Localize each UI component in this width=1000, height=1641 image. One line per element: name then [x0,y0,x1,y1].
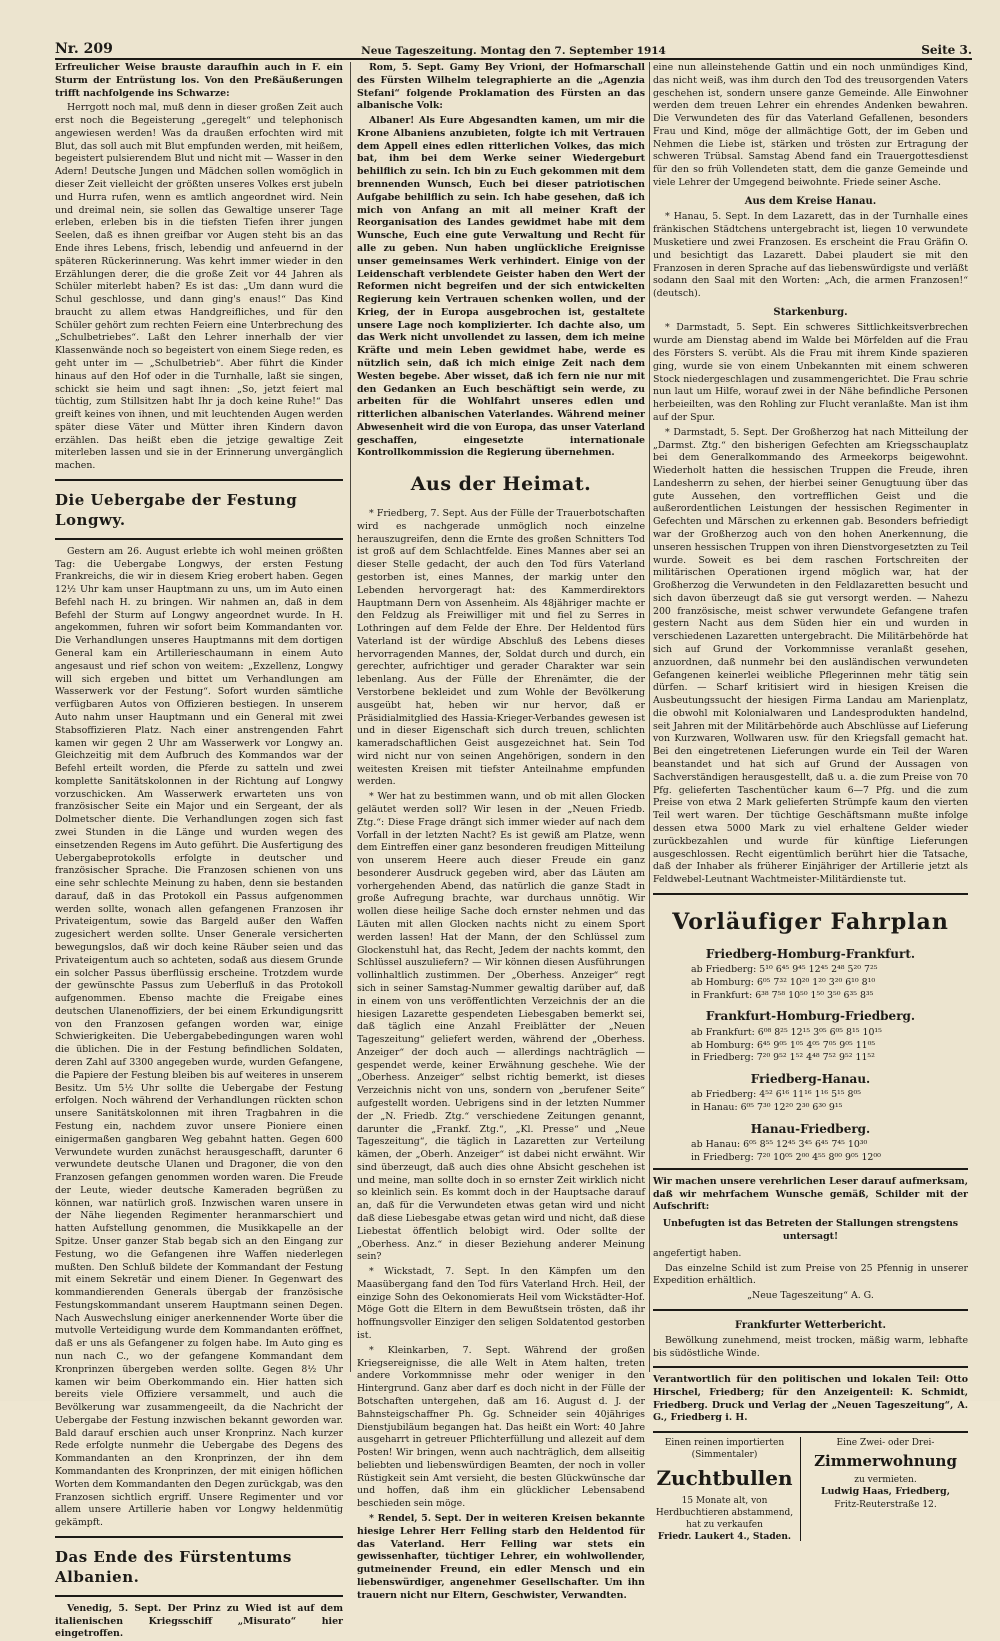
column-rule [350,62,351,1372]
sign-text: Unbefugten ist das Betreten der Stallungen strengstens untersagt! [662,1218,959,1242]
route-title: Frankfurt-Homburg-Friedberg. [705,1009,916,1024]
notice-paragraph: Das einzelne Schild ist zum Preise von 25 Pfennig in unserer Expedition erhältlich. [653,1262,968,1287]
article-paragraph: * Rendel, 5. Sept. Der in weiteren Kreisen bekannte hiesige Lehrer Herr Felling starb den Heldentod für das Vaterland. Herr Felling war stets ein gewissenhafter, tüchtiger Lehrer, ein wohlwollender, gutmeinender Freund, ein edler Mensch und ein liebenswürdiger, angenehmer Gesellschafter. Um ihn trauern nicht nur Eltern, Geschwister, Verwandten. [357,1512,645,1601]
imprint: Verantwortlich für den politischen und lokalen Teil: Otto Hirschel, Friedberg; für den Anzeigenteil: K. Schmidt, Friedberg. Druck und Verlag der „Neuen Tageszeitung“, A. G., Friedberg i. H. [653,1374,968,1424]
column-2 [357,62,645,1601]
section-heading: Frankfurter Wetterbericht. [735,1319,886,1331]
headline-box [55,1536,343,1597]
article-paragraph: * Darmstadt, 5. Sept. Der Großherzog hat nach Mitteilung der „Darmst. Ztg.“ den bisherigen Gefechten am Kriegsschauplatz bei dem Generalkommando des Armeekorps beigewohnt. Wiederholt hatten die hessischen Truppen die Freude, ihren Landesherrn zu sehen, der hierbei seiner Genugtuung über das gute Aussehen, den vortrefflichen Geist und die außerordentlichen Leistungen der hessischen Regimenter in Gefechten und Märschen zu erkennen gab. Besonders befriedigt war der Großherzog auch von den hohen Anerkennung, die unseren hessischen Truppen von ihren Dienstvorgesetzten zu Teil wurde. Soweit es bei dem raschen Fortschreiten der militärischen Operationen irgend möglich war, hat der Großherzog die Verwundeten in den Feldlazaretten besucht und sich davon überzeugt daß sie gut versorgt werden. — Nahezu 200 französische, meist schwer verwundete Gefangene trafen gestern Nacht aus dem Süden hier ein und wurden in verschiedenen Lazaretten untergebracht. Die Militärbehörde hat sich auf Grund der Vorkommnisse veranlaßt gesehen, anzuordnen, daß nunmehr bei den ausländischen verwundeten Gefangenen keinerlei weibliche Pflegerinnen mehr tätig sein dürfen. — Scharf kritisiert wird in hiesigen Kreisen die Ausbeutungssucht der hiesigen Firma Landau am Marienplatz, die obwohl mit Kolonialwaren und Landesprodukten handelnd, seit Jahren mit der Militärbehörde auch Abschlüsse auf Lieferung von Kurzwaren, Wollwaren usw. für den Kriegsfall gemacht hat. Bei den eingetretenen Lieferungen wurde ein Teil der Waren beanstandet und hat sich auf Grund der Aussagen von Sachverständigen herausgestellt, daß u. a. die zum Preise von 70 Pfg. gelieferten Taschentücher kaum 6—7 Pfg. und die zum Preise von etwa 2 Mark gelieferten Strümpfe kaum den vierten Teil wert waren. Der tüchtige Geschäftsmann mußte infolge dessen etwa 5000 Mark zu viel erhaltene Gelder wieder zurückbezahlen und wurde für künftige Lieferungen ausgeschlossen. Recht eigentümlich berührt hier die Tatsache, daß der Inhaber als früherer Einjähriger der Artillerie jetzt als Feldwebel-Leutnant Wachtmeister-Militärdienste tut. [653,426,968,886]
timetable [653,893,968,1170]
column-1 [55,62,343,1640]
article-paragraph: * Kleinkarben, 7. Sept. Während der großen Kriegsereignisse, die alle Welt in Atem halten, treten andere Vorkommnisse mehr oder weniger in den Hintergrund. Ganz aber darf es doch nicht in der Fülle der Botschaften untergehen, daß am 16. August d. J. der Bahnsteigschaffner Ph. Gg. Schneider sein 40jähriges Dienstjubiläum begangen hat. Das heißt ein Wort: 40 Jahre ausgeharrt in getreuer Pflichterfüllung und allezeit auf dem Posten! Wir bringen, wenn auch nachträglich, dem allseitig beliebten und liebenswürdigen Beamten, der noch in voller Rüstigkeit sein Amt versieht, die besten Glückwünsche dar und hoffen, daß ihm ein glücklicher Lebensabend beschieden sein möge. [357,1344,645,1510]
ad-headline: Zuchtbullen [656,1465,793,1490]
headline-box [55,479,343,540]
timetable-line: ab Friedberg: 5¹⁰ 6⁴⁵ 9⁴⁵ 12⁴⁵ 2⁴⁸ 5²⁰ 7²⁵ [691,964,878,976]
ad-contact: Ludwig Haas, Friedberg, [820,1485,951,1497]
headline: Das Ende des Fürstentums Albanien. [55,1547,292,1587]
column-3 [653,62,968,1543]
timetable-line: in Frankfurt: 6³⁸ 7⁵⁸ 10⁵⁰ 1⁵⁰ 3⁵⁰ 6³⁵ 8³⁵ [691,989,874,1001]
article-paragraph: * Wer hat zu bestimmen wann, und ob mit allen Glocken geläutet werden soll? Wir lesen in der „Neuen Friedb. Ztg.“: Diese Frage drängt sich immer wieder auf nach dem Vorfall in der letzten Nacht? Es ist gewiß am Platze, wenn dem Eintreffen einer ganz besonderen freudigen Mitteilung von unserem Heere auch dieser Freude ein ganz besonderer Ausdruck gegeben wird, aber das Läuten am vorhergehenden Abend, das natürlich die ganze Stadt in große Aufregung brachte, war durchaus unnötig. Wir wollen diese heilige Sache doch ernster nehmen und das Läuten mit allen Glocken nachts nicht zu einem Sport werden lassen! Hat der Mann, der den Schlüssel zum Glockenstuhl hat, das Recht, Jedem der nachts kommt, den Schlüssel auszuliefern? — Wir können diesen Ausführungen vollinhaltlich zustimmen. Der „Oberhess. Anzeiger“ regt sich in seiner Samstag-Nummer gewaltig darüber auf, daß in einem von uns veröffentlichten Verzeichnis der an die hiesigen Lazarette gespendeten Liebesgaben bemerkt sei, daß täglich eine Anzahl Freiblätter der „Neuen Tageszeitung“ geliefert werden, während der „Oberhess. Anzeiger“ der doch auch — allerdings nachträglich — gespendet werde, keiner Erwähnung geschehe. Wie der „Oberhess. Anzeiger“ selbst richtig bemerkt, ist dieses Verzeichnis nicht von uns, sondern von „berufener Seite“ aufgestellt worden. Uebrigens sind in der letzten Nummer der „N. Friedb. Ztg.“ verschiedene Zeitungen genannt, darunter die „Frankf. Ztg.“, „Kl. Presse“ und „Neue Tageszeitung“, die täglich in Lazaretten zur Verteilung kämen, der „Oberh. Anzeiger“ ist dabei nicht erwähnt. Wir sind überzeugt, daß auch dies ohne Absicht geschehen ist und meine, man sollte doch in so ernster Zeit wirklich nicht so kleinlich sein. Es kommt doch in der Hauptsache darauf an, daß für die Verwundeten etwas getan wird und nicht daß diese Liebesgabe etwas getan wird und nicht, daß diese Liebestat öffentlich belobigt wird. Oder sollte der „Oberhess. Anz.“ in dieser Beziehung anderer Meinung sein? [357,791,645,1263]
timetable-line: ab Homburg: 6⁰⁵ 7³² 10²⁰ 1²⁰ 3²⁰ 6¹⁰ 8¹⁰ [691,976,876,988]
section-heading: Starkenburg. [773,306,848,318]
page-number: Seite 3. [921,43,972,57]
notice-paragraph: Wir machen unsere verehrlichen Leser darauf aufmerksam, daß wir mehrfachem Wunsche gemäß, Schilder mit der Aufschrift: [653,1175,968,1213]
article-paragraph: * Hanau, 5. Sept. In dem Lazarett, das in der Turnhalle eines fränkischen Städtchens untergebracht ist, liegen 10 verwundete Musketiere und zwei Franzosen. Es erscheint die Frau Gräfin O. und besichtigt das Lazarett. Dabei plaudert sie mit den Franzosen in deren Sprache auf das liebenswürdigste und verläßt sodann den Saal mit den Worten: „Ach, die armen Franzosen!“ (deutsch). [653,211,968,300]
ad-text: Eine Zwei- oder Drei- [836,1438,935,1449]
section-heading: Aus der Heimat. [410,473,592,496]
timetable-line: ab Hanau: 6⁰⁵ 8⁵⁵ 12⁴⁵ 3⁴⁵ 6⁴⁵ 7⁴⁵ 10³⁰ [691,1139,868,1151]
article-paragraph: Herrgott noch mal, muß denn in dieser großen Zeit auch erst noch die Begeisterung „geregelt“ und telephonisch angewiesen werden! Was da draußen erfochten wird mit Blut, das soll auch mit Blut empfunden werden, mit heißem, begeistert pulsierendem Blut und nicht mit — Wasser in den Adern! Deutsche Jungen und Mädchen sollen womöglich in dieser Zeit vielleicht der größten unseres Volkes erst jubeln und Hurra rufen, wenn es amtlich angeordnet wird. Nein und dreimal nein, sie sollen das Gewaltige unserer Tage erleben, erleben bis in die tiefsten Tiefen ihrer jungen Seelen, daß es ihnen greifbar vor Augen steht bis an das Ende ihres Lebens, frisch, lebendig und anfeuernd in der späteren Rückerinnerung. Was kehrt immer wieder in den Erzählungen derer, die die große Zeit vor 44 Jahren als Schüler miterlebt haben? Es ist das: „Um dann wurd die Schul geschlosse, und dann ging's enaus!“ Das Kind braucht zu allem etwas Handgreifliches, und für den Schüler gehört zum rechten Feiern eine Unterbrechung des „Schulbetriebes“. Laßt den Lehrer innerhalb der vier Klassenwände noch so begeistert von einem Siege reden, es geht unter im — „Schulbetrieb“. Aber führt die Kinder hinaus auf den Hof oder in die Turnhalle, laßt sie singen, schickt sie heim und sagt ihnen: „So, jetzt feiert mal tüchtig, zum Stillsitzen habt Ihr ja doch keine Ruhe!“ Das greift keines von ihnen, und mit leuchtenden Augen werden später diese Väter und Mütter ihren Kindern davon erzählen. Das heißt eben die jetzige gewaltige Zeit miterleben lassen und sie in der Erinnerung unvergänglich machen. [55,102,343,472]
article-paragraph: Gestern am 26. August erlebte ich wohl meinen größten Tag: die Uebergabe Longwys, der ersten Festung Frankreichs, die wir in diesem Krieg erobert haben. Gegen 12½ Uhr kam unser Hauptmann zu uns, um im Auto einen Befehl nach H. zu bringen. Wir nahmen an, daß in dem Befehl der Sturm auf Longwy angeordnet wurde. In H. angekommen, fuhren wir sofort beim Kommandanten vor. Die Verhandlungen unseres Hauptmanns mit dem dortigen General kam ein Artillerieschaumann in einem Auto angesaust und rief schon von weitem: „Exzellenz, Longwy will sich ergeben und bittet um Verhandlungen am Wasserwerk vor der Festung“. Sofort wurden sämtliche verfügbaren Autos von Offizieren bestiegen. In unserem Auto nahm unser Hauptmann und ein General mit zwei Stabsoffizieren Platz. Nach einer anstrengenden Fahrt kamen wir gegen 2 Uhr am Wasserwerk vor Longwy an. Gleichzeitig mit dem Aufbruch des Kommandos war der Befehl erteilt worden, die Pferde zu satteln und zwei komplette Sanitätskolonnen in der Richtung auf Longwy vorzuschicken. Am Wasserwerk erwarteten uns von französischer Seite ein Major und ein Sergeant, der als Dolmetscher diente. Die Verhandlungen zogen sich fast zwei Stunden in die Länge und wurden wegen des einsetzenden Regens im Auto geführt. Die Ausfertigung des Uebergabeprotokolls erfolgte in deutscher und französischer Sprache. Die Franzosen schienen von uns eine sehr schlechte Meinung zu haben, denn sie bestanden darauf, daß in das Protokoll ein Passus aufgenommen werden sollte, wonach allen gefangenen Franzosen ihr Privateigentum, sowie das Bargeld außer den Waffen zugesichert werden sollte. Unser Generale versicherten bewegungslos, daß wir doch keine Räuber seien und das Privateigentum auch so achteten, sodaß aus diesem Grunde ein solcher Passus überflüssig erscheine. Trotzdem wurde der gewünschte Passus zum Ueberfluß in das Protokoll aufgenommen. Ebenso machte die Freigabe eines deutschen Ulanenoffiziers, der bei einem Erkundigungsritt von den Franzosen gefangen worden war, einige Schwierigkeiten. Die Uebergabebedingungen waren wohl die üblichen. Die in der Festung befindlichen Soldaten, deren Zahl auf 3300 angegeben wurde, wurden Gefangene, die Papiere der Festung bleiben bis auf weiteres in unserem Besitz. Um 5½ Uhr sollte die Uebergabe der Festung erfolgen. Noch während der Verhandlungen rückten schon unsere Sanitätskolonnen mit ihren Tragbahren in die Festung ein, nachdem zuvor unsere Pioniere einen einigermaßen gangbaren Weg gebahnt hatten. Gegen 600 Verwundete wurden zunächst herausgeschafft, darunter 6 verwundete deutsche Ulanen und Dragoner, die von den Franzosen gefangen genommen worden waren. Die Freude der Leute, wieder deutsche Kameraden begrüßen zu können, war natürlich groß. Inzwischen waren unsere in der Nähe liegenden Regimenter heranmarschiert und hatten Aufstellung genommen, die Musikkapelle an der Spitze. Unser ganzer Stab begab sich an den Eingang zur Festung, wo die Gefangenen ihre Waffen niederlegen mußten. Den Schluß bildete der Kommandant der Festung mit einem Sekretär und einem Diener. In Gegenwart des kommandierenden Generals übergab der französische Festungskommandant unserem Hauptmann seinen Degen. Nach Auswechslung einiger anerkennender Worte über die mutvolle Verteidigung wurde dem Kommandanten eröffnet, daß er uns als Gefangener zu folgen habe. Im Auto ging es nun nach C., wo der gefangene Kommandant dem Kronprinzen übergeben werden sollte. Gegen 8½ Uhr kamen wir beim Oberkommando ein. Hier hatten sich bereits viele Offiziere versammelt, und auch die Bevölkerung war zusammengeeilt, da die Nachricht der Uebergabe der Festung inzwischen bekannt geworden war. Bald darauf erschien auch unser Kronprinz. Nach kurzer Rede erfolgte nunmehr die Uebergabe des Degens des Kommandanten an den Kronprinzen, der ihn dem Kommandanten des Kronprinzen, der mit einigen höflichen Worten dem Kommandanten den Degen zurückgab, was den Franzosen sichtlich ergriff. Unsere Regimenter und vor allem unsere Artillerie haben vor Longwy heldenmütig gekämpft. [55,545,343,1529]
issue-number: Nr. 209 [55,41,113,57]
page-header [55,28,972,60]
article-paragraph: Albaner! Als Eure Abgesandten kamen, um mir die Krone Albaniens anzubieten, folgte ich mit Vertrauen dem Appell eines edlen ritterlichen Volkes, das mich bat, ihm bei dem Werke seiner Wiedergeburt behilflich zu sein. Ich bin zu Euch gekommen mit dem brennenden Wunsch, Euch bei dieser patriotischen Aufgabe behilflich zu sein. Ich habe gesehen, daß ich mich von Anfang an mit all meiner Kraft der Reorganisation des Landes gewidmet habe mit dem Wunsche, Euch eine gute Verwaltung und Recht für alle zu geben. Nun haben unglückliche Ereignisse unser gemeinsames Werk verhindert. Einige von der Leidenschaft verblendete Geister haben den Wert der Reformen nicht begreifen und der sich entwickelten Regierung kein Vertrauen schenken wollen, und der Krieg, der in Europa ausgebrochen ist, gestaltete unsere Lage noch komplizierter. Ich dachte also, um das Werk nicht unvollendet zu lassen, dem ich meine Kräfte und mein Leben gewidmet habe, werde es nützlich sein, daß ich mich einige Zeit nach dem Westen begebe. Aber wisset, daß ich fern nie nur mit den Gedanken an Euch beschäftigt sein werde, zu arbeiten für die Wohlfahrt unseres edlen und ritterlichen albanischen Vaterlandes. Während meiner Abwesenheit wird die von Europa, das unser Vaterland geschaffen, eingesetzte internationale Kontrollkommission die Regierung übernehmen. [357,115,645,459]
ad-text: zu vermieten. [854,1474,917,1485]
ad-contact: Friedr. Laukert 4., Staden. [657,1532,792,1543]
route-title: Friedberg-Homburg-Frankfurt. [705,946,916,961]
ad-headline: Zimmerwohnung [814,1452,957,1471]
headline: Die Uebergabe der Festung Longwy. [55,491,298,530]
article-paragraph: Rom, 5. Sept. Gamy Bey Vrioni, der Hofmarschall des Fürsten Wilhelm telegraphierte an die „Agenzia Stefani“ folgende Proklamation des Fürsten an das albanische Volk: [357,62,645,112]
ad-bull [653,1437,801,1541]
timetable-line: ab Friedberg: 4⁵² 6¹⁶ 11¹⁶ 1¹⁶ 5¹⁵ 8⁰⁵ [691,1089,862,1101]
ad-text: Einen reinen importierten (Simmentaler) [664,1438,785,1461]
weather-box [653,1309,968,1368]
timetable-line: in Friedberg: 7²⁰ 10⁰⁵ 2⁰⁰ 4⁵⁵ 8⁰⁰ 9⁰⁵ 12⁰⁰ [691,1152,881,1164]
timetable-line: ab Homburg: 6⁴⁵ 9⁰⁵ 1⁰⁵ 4⁰⁵ 7⁰⁵ 9⁰⁵ 11⁰⁵ [691,1039,876,1051]
notice-signature: „Neue Tageszeitung“ A. G. [747,1290,874,1302]
timetable-line: in Friedberg: 7²⁰ 9⁵² 1⁵² 4⁴⁸ 7⁵² 9⁵² 11⁵² [691,1052,875,1064]
article-paragraph: * Wickstadt, 7. Sept. In den Kämpfen um den Maasübergang fand den Tod fürs Vaterland Hrch. Heil, der einzige Sohn des Oekonomierats Heil vom Wickstädter-Hof. Möge Gott die Eltern in dem Bewußtsein trösten, daß ihr hoffnungsvoller Einziger den seligen Soldatentod gestorben ist. [357,1266,645,1342]
ad-address: Fritz-Reuterstraße 12. [834,1499,937,1510]
section-heading: Aus dem Kreise Hanau. [744,195,877,207]
article-paragraph: * Darmstadt, 5. Sept. Ein schweres Sittlichkeitsverbrechen wurde am Dienstag abend im Walde bei Mörfelden auf die Frau des Försters S. verübt. Als die Frau mit ihrem Kinde spazieren ging, wurde sie von einem Unbekannten mit einem schweren Stock niedergeschlagen und zusammengerichtet. Die Frau schrie nun laut um Hilfe, worauf zwei in der Nähe befindliche Personen herbeieilten, was den Rohling zur Flucht veranlaßte. Man ist ihm auf der Spur. [653,322,968,423]
masthead-line: Neue Tageszeitung. Montag den 7. September 1914 [361,45,666,57]
notice-paragraph: angefertigt haben. [653,1247,742,1259]
route-title: Friedberg-Hanau. [750,1072,871,1087]
timetable-line: ab Frankfurt: 6⁰⁸ 8²⁵ 12¹⁵ 3⁰⁵ 6⁰⁵ 8¹⁵ 10¹⁵ [691,1026,882,1038]
article-paragraph: Erfreulicher Weise brauste daraufhin auch in F. ein Sturm der Entrüstung los. Von den Preßäußerungen trifft nachfolgende ins Schwarze: [55,62,343,99]
article-paragraph: eine nun alleinstehende Gattin und ein noch unmündiges Kind, das nicht weiß, was ihm durch den Tod des treusorgenden Vaters geschehen ist, sondern unsere ganze Gemeinde. Alle Einwohner werden dem treuen Lehrer ein ehrendes Andenken bewahren. Die Verwundeten des für das Vaterland Gefallenen, besonders Frau und Kind, möge der allmächtige Gott, der im Geben und Nehmen die Liebe ist, stärken und trösten zur Ertragung der schweren Trübsal. Samstag Abend fand ein Trauergottesdienst für den so früh Vollendeten statt, dem die ganze Gemeinde und viele Lehrer der Umgegend beiwohnte. Friede seiner Asche. [653,62,968,189]
timetable-line: in Hanau: 6⁰⁵ 7³⁰ 12²⁰ 2³⁰ 6³⁰ 9¹⁵ [691,1102,843,1114]
weather-text: Bewölkung zunehmend, meist trocken, mäßig warm, lebhafte bis südöstliche Winde. [653,1335,968,1360]
ad-apartment [803,1437,968,1511]
route-title: Hanau-Friedberg. [750,1121,871,1136]
classified-ads [653,1431,968,1545]
article-paragraph: Venedig, 5. Sept. Der Prinz zu Wied ist auf dem italienischen Kriegsschiff „Misurato“ hier eingetroffen. [55,1602,343,1640]
article-paragraph: * Friedberg, 7. Sept. Aus der Fülle der Trauerbotschaften wird es nachgerade unmöglich noch einzelne herauszugreifen, denn die Ernte des großen Schnitters Tod ist groß auf dem Schlachtfelde. Eines Mannes aber sei an dieser Stelle gedacht, der auch den Tod fürs Vaterland gestorben ist, eines Mannes, der markig unter den Lebenden hervorgeragt hat: des Kammerdirektors Hauptmann Dern von Assenheim. Als 48jähriger machte er den Feldzug als Freiwilliger mit und fiel zu Serres in Lothringen auf dem Felde der Ehre. Der Heldentod fürs Vaterland ist der würdige Abschluß des Lebens dieses hervorragenden Mannes, der, Soldat durch und durch, ein gerechter, aufrichtiger und gerader Charakter war sein lebenlang. Aus der Fülle der Ehrenämter, die der Verstorbene bekleidet und zum Wohle der Bevölkerung ausgeübt hat, heben wir nur hervor, daß er Präsidialmitglied des Hassia-Krieger-Verbandes gewesen ist und in dieser Eigenschaft sich durch treuen, schlichten kameradschaftlichen Geist ausgezeichnet hat. Sein Tod wird nicht nur von seinen Angehörigen, sondern in den weitesten Kreisen mit tiefster Anteilnahme empfunden werden. [357,508,645,788]
column-rule [649,62,650,1372]
ad-text: 15 Monate alt, von Herdbuchtieren abstammend, hat zu verkaufen [655,1495,794,1531]
timetable-title: Vorläufiger Fahrplan [672,908,949,935]
